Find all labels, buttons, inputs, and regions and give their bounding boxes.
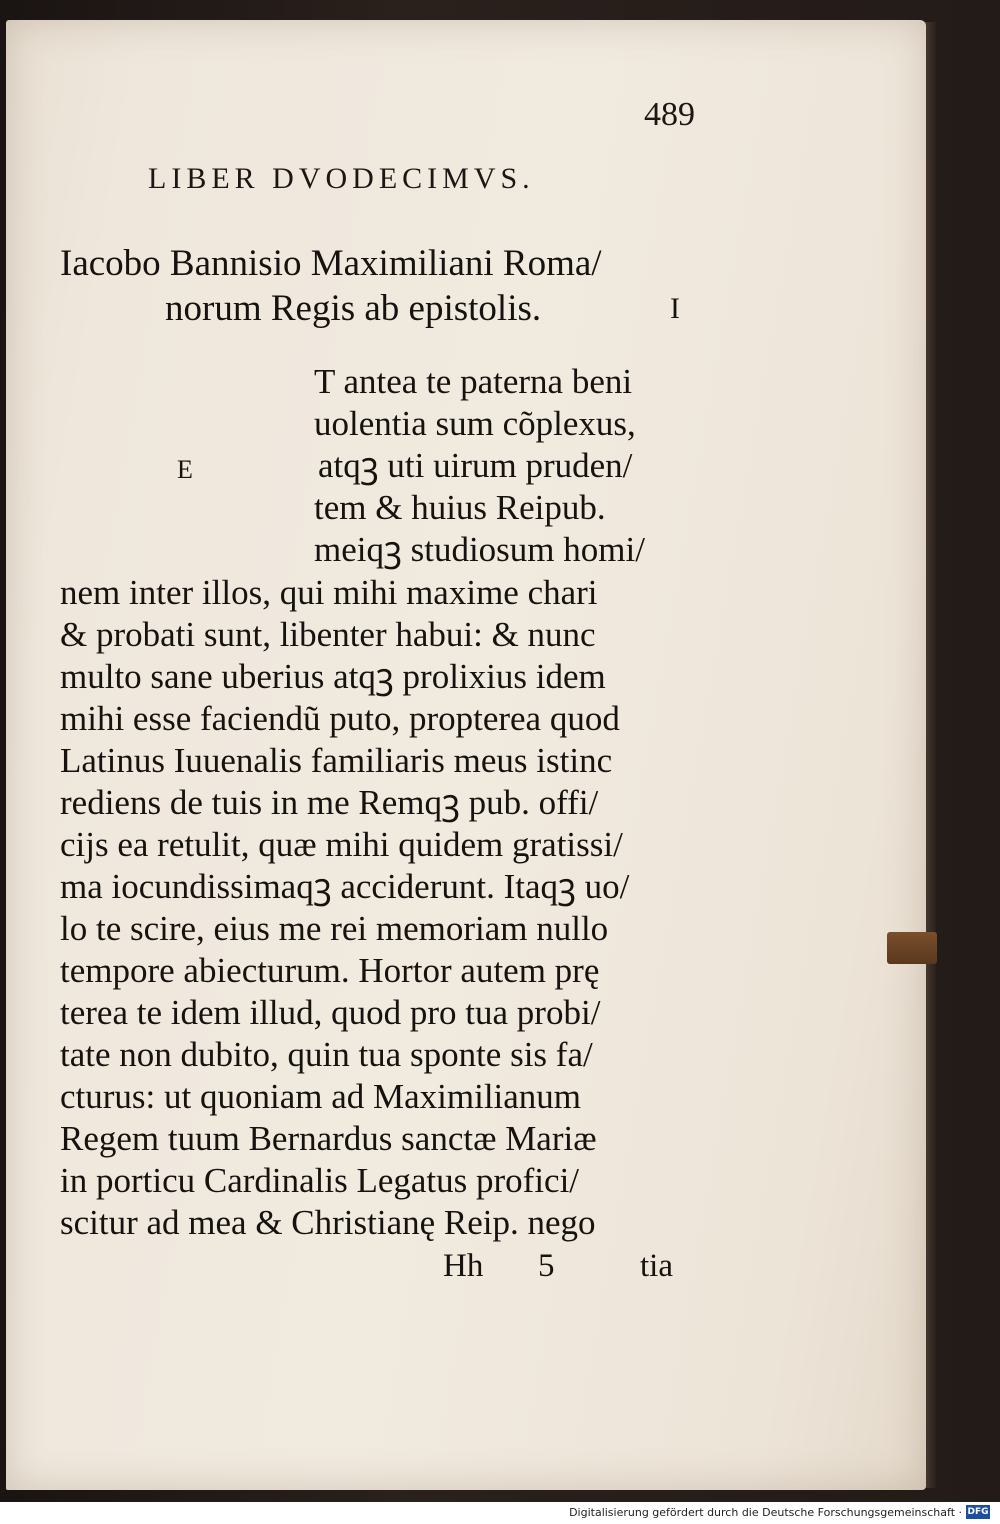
letter-heading-line: norum Regis ab epistolis.: [165, 288, 542, 329]
body-line: T antea te paterna beni: [314, 362, 633, 401]
running-head: LIBER DVODECIMVS.: [148, 162, 535, 195]
body-line: uolentia sum cõplexus,: [314, 404, 636, 443]
body-line: Latinus Iuuenalis familiaris meus istinc: [60, 741, 613, 780]
body-line: in porticu Cardinalis Legatus profici/: [60, 1161, 580, 1200]
body-line: lo te scire, eius me rei memoriam nullo: [60, 909, 609, 948]
body-line: Regem tuum Bernardus sanctæ Mariæ: [60, 1119, 597, 1158]
body-line: multo sane uberius atqꝫ prolixius idem: [60, 657, 606, 696]
body-line: tempore abiecturum. Hortor autem prę: [60, 951, 600, 990]
letter-number: I: [670, 292, 680, 325]
drop-initial-guide-letter: E: [177, 455, 193, 484]
body-line: scitur ad mea & Christianę Reip. nego: [60, 1203, 596, 1242]
letter-heading-line: Iacobo Bannisio Maximiliani Roma/: [60, 243, 602, 284]
body-line: atqꝫ uti uirum pruden/: [318, 446, 633, 485]
body-line: tem & huius Reipub.: [314, 488, 606, 527]
body-line: meiqꝫ studiosum homi/: [314, 530, 645, 569]
dfg-logo-icon: DFG: [967, 1507, 989, 1517]
body-line: rediens de tuis in me Remqꝫ pub. offi/: [60, 783, 599, 822]
signature-mark: Hh: [443, 1248, 484, 1284]
body-line: mihi esse faciendũ puto, propterea quod: [60, 699, 620, 738]
page-number: 489: [644, 96, 695, 133]
catchword: tia: [640, 1248, 673, 1284]
body-line: cturus: ut quoniam ad Maximilianum: [60, 1077, 582, 1116]
body-line: nem inter illos, qui mihi maxime chari: [60, 573, 598, 612]
body-line: terea te idem illud, quod pro tua probi/: [60, 993, 601, 1032]
body-line: cijs ea retulit, quæ mihi quidem gratissi/: [60, 825, 623, 864]
page-tab-marker: [887, 932, 937, 964]
body-line: ma iocundissimaqꝫ acciderunt. Itaqꝫ uo/: [60, 867, 630, 906]
body-line: tate non dubito, quin tua sponte sis fa/: [60, 1035, 593, 1074]
body-line: & probati sunt, libenter habui: & nunc: [60, 615, 596, 654]
footer-credit: Digitalisierung gefördert durch die Deutsche Forschungsgemeinschaft ·: [569, 1506, 962, 1519]
signature-number: 5: [538, 1248, 555, 1284]
